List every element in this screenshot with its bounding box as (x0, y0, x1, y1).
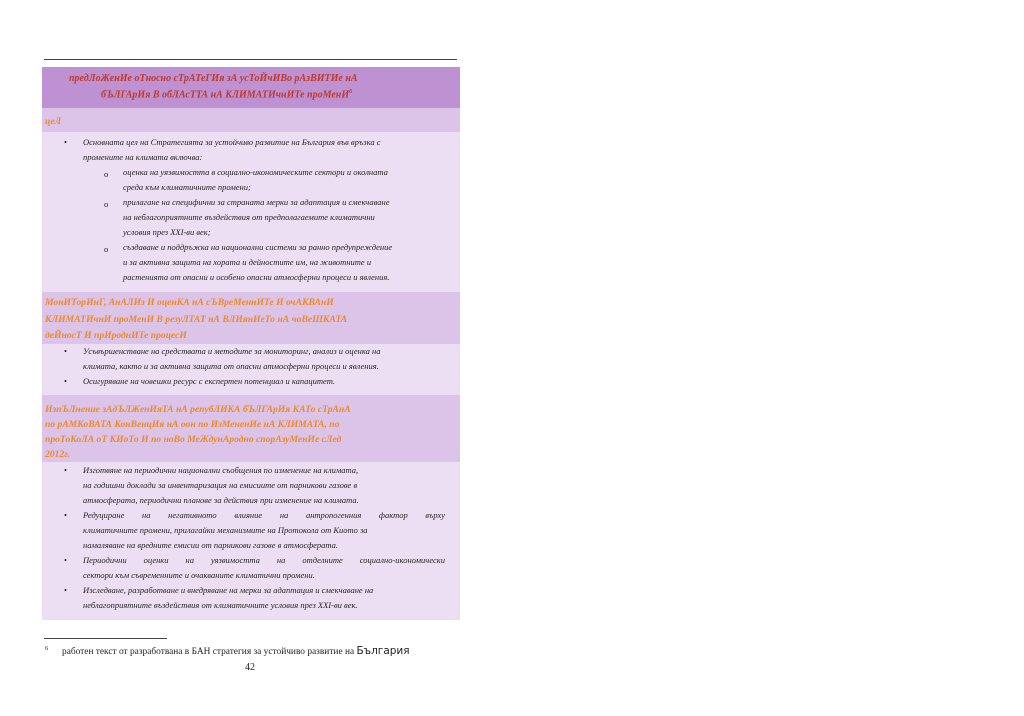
footnote-tail: България (356, 645, 410, 657)
obligations-item-line: неблагоприятните въздействия от климатичните условия през XXI-ви век. (83, 600, 358, 610)
section-obligations-heading (42, 395, 460, 462)
footnote-rule (44, 638, 167, 639)
obligations-item-line: атмосферата, периодични планове за действия при изменение на климата. (83, 495, 359, 505)
monitoring-item-line: Осигуряване на човешки ресурс с експертен потенциал и капацитет. (83, 376, 336, 386)
section-goal-body (42, 132, 460, 292)
footnote-text (62, 645, 410, 657)
bullet-marker: • (64, 137, 67, 147)
section-monitoring-heading (42, 292, 460, 344)
obligations-item-line: Редуциране на негативното влияние на антропогенния фактор върху (83, 510, 445, 520)
obligations-item-line: намаляване на вредните емисии от парникови газове в атмосферата. (83, 540, 338, 550)
title-footnote-ref: 6 (349, 89, 353, 95)
bullet-marker: • (64, 376, 67, 386)
bullet-marker: • (64, 465, 67, 475)
goal-subitem-line: условия през XXI-ви век; (123, 227, 211, 237)
goal-subitem-line: растенията от опасни и особено опасни атмосферни процеси и явления. (123, 272, 390, 282)
goal-subitem-line: оценка на уязвимостта в социално-икономическите сектори и околната (123, 167, 388, 177)
obligations-heading-line: 2012г. (45, 449, 71, 460)
top-rule (44, 59, 457, 60)
title-block (42, 67, 460, 108)
monitoring-heading-line: МонИТорИнГ, АнАЛИз И оценКА нА сЪВреМеннИТе И очАКВАнИ (45, 297, 334, 308)
bullet-marker: • (64, 555, 67, 565)
title-line-2 (101, 89, 352, 100)
goal-heading-text: цеЛ (45, 116, 62, 127)
monitoring-heading-line: деЙносТ И прИроднИТе процесИ (45, 330, 187, 341)
goal-subitem-line: създаване и поддръжка на национални системи за ранно предупреждение (123, 242, 393, 252)
page-number: 42 (245, 662, 255, 673)
goal-intro-line: Основната цел на Стратегията за устойчиво развитие на България във връзка с (83, 137, 381, 147)
obligations-item-line: Изготвяне на периодични национални съобщения по изменение на климата, (83, 465, 359, 475)
footnote-marker: 6 (45, 645, 49, 652)
goal-subitem-line: и за активна защита на хората и дейностите им, на животните и (123, 257, 372, 267)
bullet-marker: • (64, 585, 67, 595)
goal-subitem-line: среда към климатичните промени; (123, 182, 251, 192)
obligations-heading-line: по рАМКоВАТА КонВенцИя нА оон по ИзМененИе нА КЛИМАТА, по (45, 419, 340, 430)
obligations-item-line: Изследване, разработване и внедряване на мерки за адаптация и смекчаване на (83, 585, 374, 595)
sub-bullet-marker: o (104, 169, 109, 179)
monitoring-heading-line: КЛИМАТИчнИ проМенИ В резуЛТАТ нА ВЛИянИеТо нА чоВеШКАТА (45, 314, 348, 325)
obligations-item-line: сектори към съвременните и очакваните климатични промени. (83, 570, 315, 580)
section-obligations-body (42, 462, 460, 620)
goal-subitem-line: на неблагоприятните въздействия от предполагаемите климатични (123, 212, 375, 222)
monitoring-item-line: Усъвършенстване на средствата и методите за мониторинг, анализ и оценка на (83, 346, 381, 356)
bullet-marker: • (64, 510, 67, 520)
section-monitoring-body (42, 344, 460, 395)
obligations-item-line: климатичните промени, прилагайки механизмите на Протокола от Киото за (83, 525, 368, 535)
obligations-heading-line: проТоКоЛА оТ КИоТо И по ноВо МеЖдунАродно спорАзуМенИе сЛед (45, 434, 342, 445)
strategy-panel (42, 67, 460, 620)
footnote-body: работен текст от разработвана в БАН стратегия за устойчиво развитие на (62, 647, 355, 657)
sub-bullet-marker: o (104, 244, 109, 254)
obligations-item-line: на годишни доклади за инвентаризация на емисиите от парникови газове в (83, 480, 358, 490)
obligations-item-line: Периодични оценки на уязвимостта на отделните социално-икономически (83, 555, 445, 565)
section-goal-heading (42, 108, 460, 132)
goal-intro-line: промените на климата включва: (83, 152, 203, 162)
bullet-marker: • (64, 346, 67, 356)
sub-bullet-marker: o (104, 199, 109, 209)
title-line-2-text: бЪЛГАрИя В обЛАсТТА нА КЛИМАТИчнИТе проМенИ (101, 89, 350, 101)
obligations-heading-line: ИзпЪЛнение зАдЪЛЖенИяТА нА репубЛИКА бЪЛГАрИя КАТо сТрАнА (45, 404, 351, 415)
title-line-1: предЛоЖенИе оТносно сТрАТеГИя зА усТоЙчИВо рАзВИТИе нА (69, 73, 358, 84)
monitoring-item-line: климата, както и за активна защита от опасни атмосферни процеси и явления. (83, 361, 379, 371)
goal-subitem-line: прилагане на специфични за страната мерки за адаптация и смекчаване (123, 197, 390, 207)
